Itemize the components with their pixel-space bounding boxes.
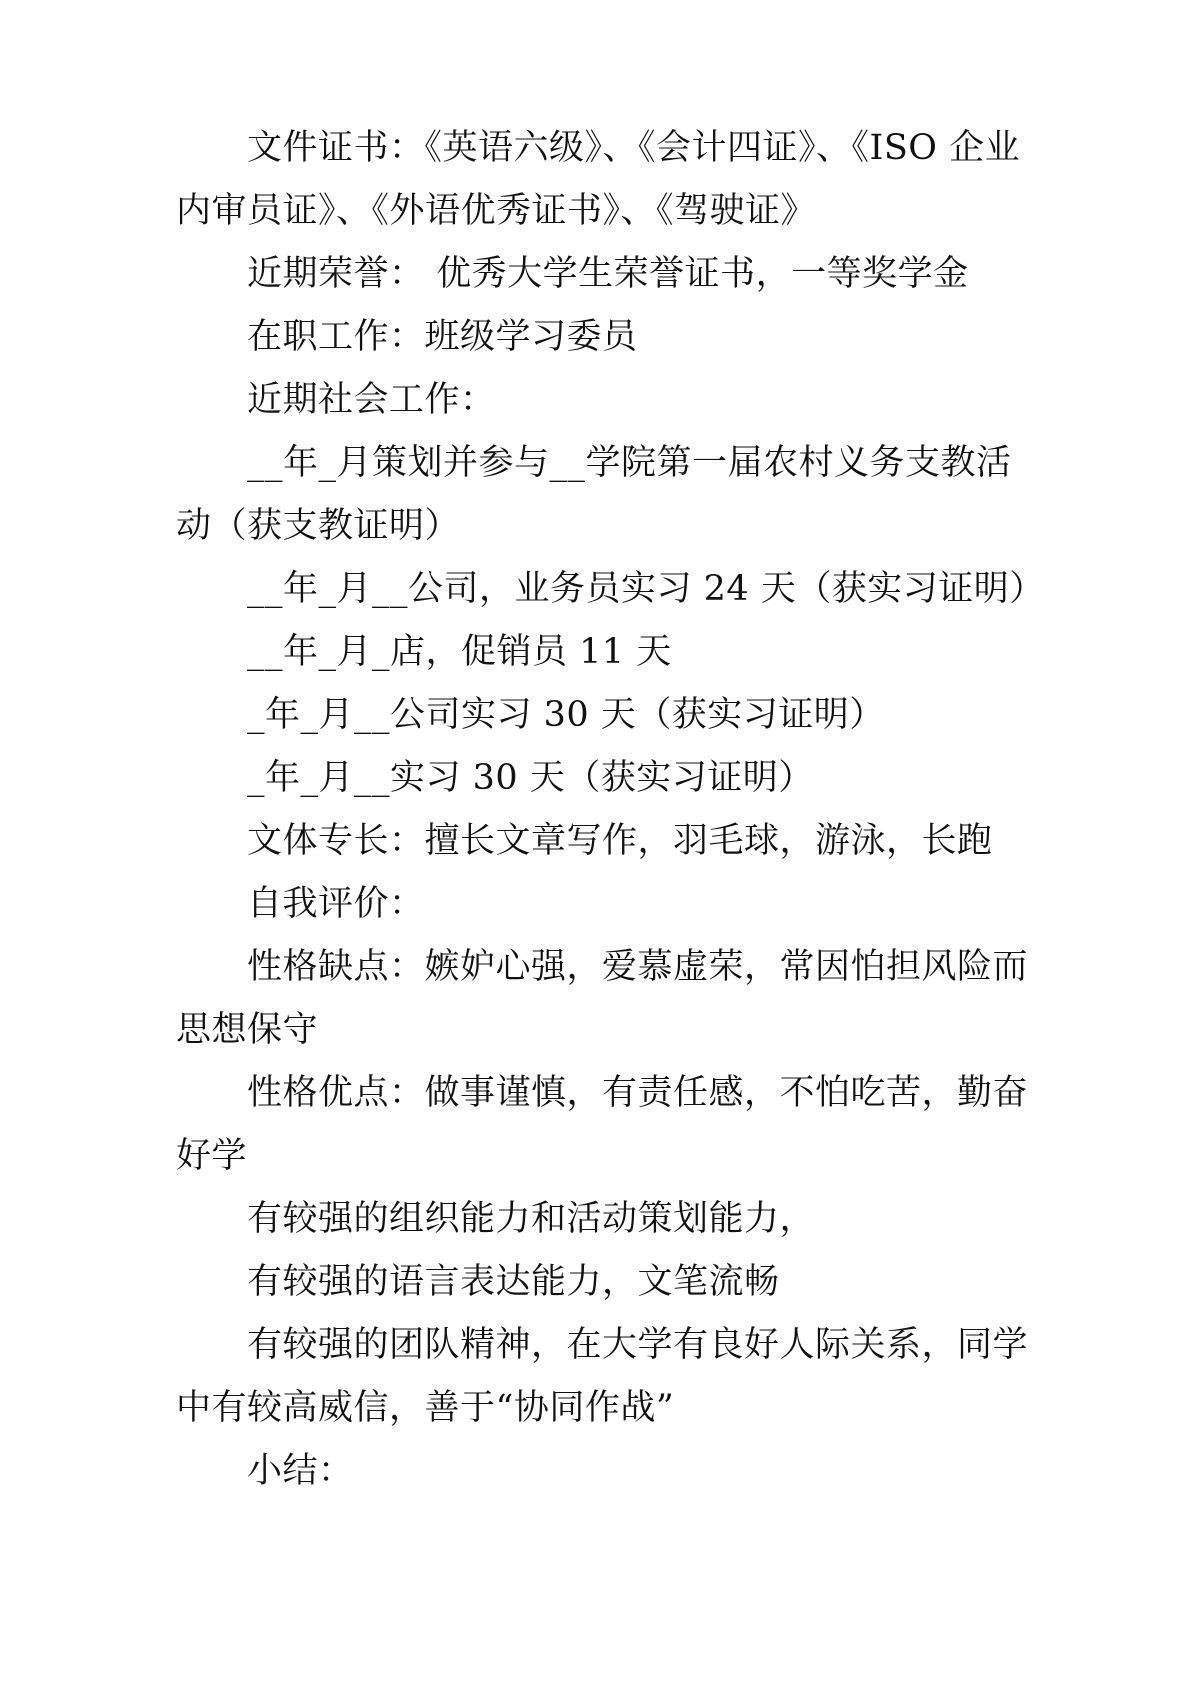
paragraph-team-spirit: 有较强的团队精神，在大学有良好人际关系，同学中有较高威信，善于“协同作战” [176, 1325, 1029, 1428]
paragraph-social-work-4: _年_月__公司实习 30 天（获实习证明） [247, 695, 885, 735]
paragraph-social-work-5: _年_月__实习 30 天（获实习证明） [247, 758, 814, 798]
paragraph-current-position: 在职工作：班级学习委员 [247, 317, 638, 357]
paragraph-organization-ability: 有较强的组织能力和活动策划能力， [247, 1199, 816, 1239]
paragraph-social-work-1: __年_月策划并参与__学院第一届农村义务支教活动（获支教证明） [176, 443, 1012, 546]
paragraph-self-evaluation-heading: 自我评价： [247, 884, 425, 924]
document-body [176, 117, 1045, 1503]
paragraph-summary-heading: 小结： [247, 1451, 354, 1491]
paragraph-certificates: 文件证书：《英语六级》、《会计四证》、《ISO 企业内审员证》、《外语优秀证书》、《驾驶证》 [176, 128, 1021, 231]
paragraph-weaknesses: 性格缺点：嫉妒心强，爱慕虚荣，常因怕担风险而思想保守 [176, 947, 1029, 1050]
paragraph-hobbies: 文体专长：擅长文章写作，羽毛球，游泳，长跑 [247, 821, 993, 861]
paragraph-honors: 近期荣誉： 优秀大学生荣誉证书，一等奖学金 [247, 254, 969, 294]
paragraph-social-work-2: __年_月__公司，业务员实习 24 天（获实习证明） [247, 569, 1045, 609]
paragraph-strengths: 性格优点：做事谨慎，有责任感，不怕吃苦，勤奋好学 [176, 1073, 1029, 1176]
paragraph-language-ability: 有较强的语言表达能力，文笔流畅 [247, 1262, 780, 1302]
paragraph-social-work-3: __年_月_店，促销员 11 天 [247, 632, 672, 672]
paragraph-social-work-heading: 近期社会工作： [247, 380, 496, 420]
